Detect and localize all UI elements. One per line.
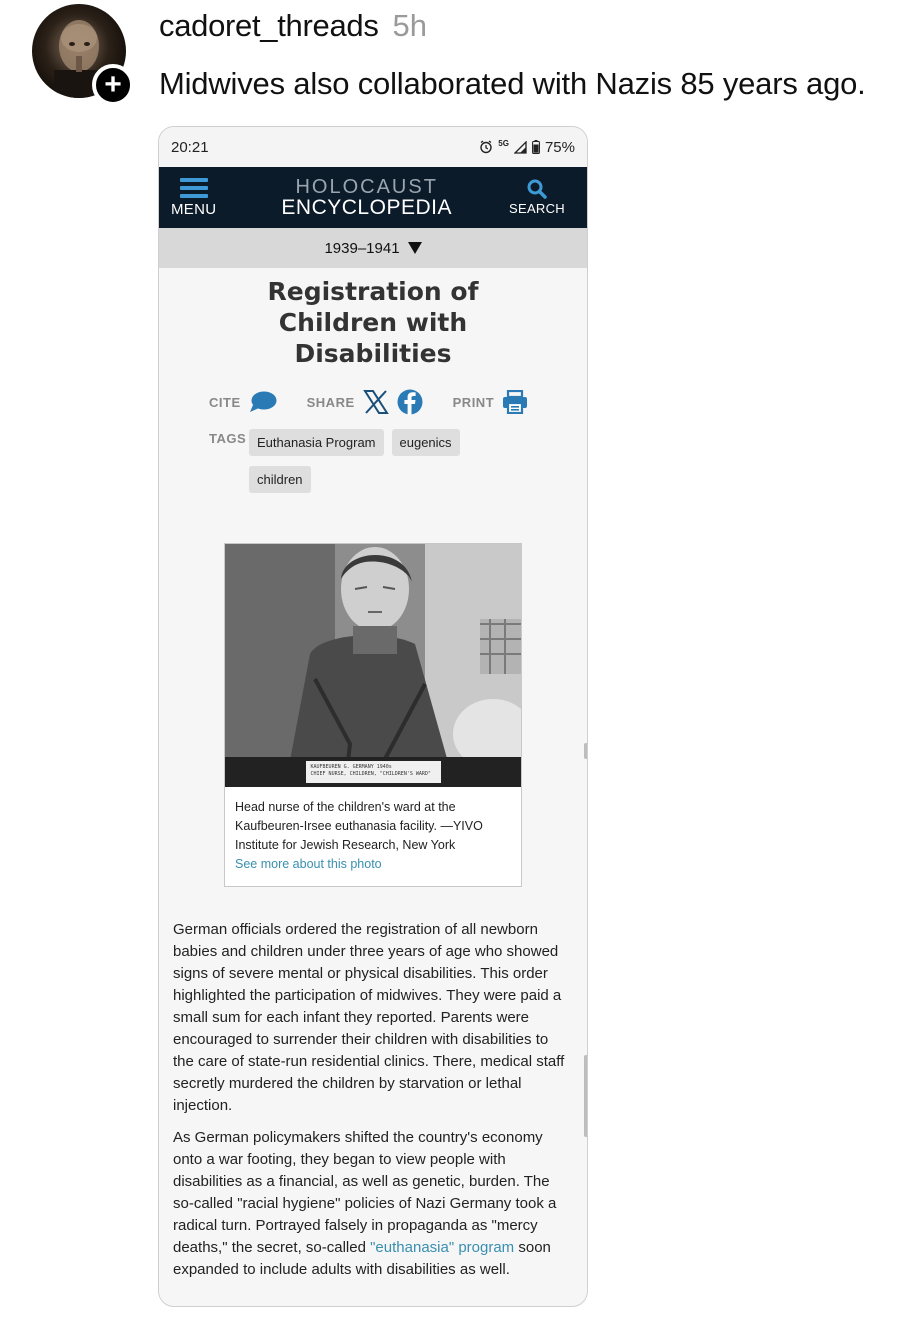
photo-label: KAUFBEUREN G. GERMANY 1940s CHIEF NURSE, CHILDREN, "CHILDREN'S WARD" bbox=[306, 761, 441, 783]
site-navbar bbox=[159, 167, 587, 228]
caption-text: Head nurse of the children's ward at the Kaufbeuren-Irsee euthanasia facility. —YIVO Institute for Jewish Research, New York bbox=[235, 800, 483, 852]
tags-section bbox=[209, 429, 587, 493]
x-logo-icon[interactable] bbox=[363, 390, 389, 414]
plus-icon: + bbox=[104, 68, 122, 101]
battery-level: 75% bbox=[544, 138, 575, 156]
logo-line-1: HOLOCAUST bbox=[295, 175, 438, 198]
site-logo[interactable] bbox=[281, 177, 452, 219]
scrollbar-thumb[interactable] bbox=[584, 1055, 588, 1137]
post-time: 5h bbox=[392, 8, 428, 43]
username[interactable]: cadoret_threads bbox=[159, 8, 379, 43]
euthanasia-program-link[interactable]: "euthanasia" program bbox=[370, 1239, 515, 1256]
network-type: 5G bbox=[498, 138, 509, 148]
print-label: PRINT bbox=[452, 394, 495, 410]
photo-label-strip bbox=[225, 757, 521, 787]
photo-illustration bbox=[225, 544, 521, 787]
tag-list bbox=[249, 429, 489, 493]
paragraph-2: As German policymakers shifted the country's economy onto a war footing, they began to view people with disabilities as a financial, as well as genetic, burden. The so-called "racial hygiene" policies of Nazi Germany took a radical turn. Portrayed falsely in propaganda as "mercy deaths," the secret, so-called "euthanasia" program soon expanded to include adults with disabilities as well. bbox=[173, 1129, 557, 1278]
logo-line-2: ENCYCLOPEDIA bbox=[281, 195, 452, 219]
status-time: 20:21 bbox=[171, 138, 209, 156]
signal-icon bbox=[514, 141, 527, 154]
tag-euthanasia-program[interactable]: Euthanasia Program bbox=[249, 429, 384, 456]
date-range: 1939–1941 bbox=[324, 239, 400, 257]
post-text: Midwives also collaborated with Nazis 85 years ago. bbox=[159, 66, 866, 101]
article-actions bbox=[209, 389, 587, 415]
menu-label: MENU bbox=[171, 201, 217, 218]
cite-label[interactable]: CITE bbox=[209, 394, 241, 410]
date-range-selector[interactable] bbox=[159, 228, 587, 268]
article-figure bbox=[224, 543, 522, 887]
search-icon bbox=[527, 179, 547, 199]
nurse-photo[interactable] bbox=[225, 544, 521, 787]
hamburger-icon bbox=[180, 177, 208, 199]
attached-screenshot[interactable] bbox=[158, 126, 588, 1307]
speech-bubble-icon[interactable] bbox=[249, 391, 277, 413]
follow-button[interactable] bbox=[92, 64, 134, 106]
printer-icon[interactable] bbox=[502, 390, 528, 414]
paragraph-1: German officials ordered the registration of all newborn babies and children under three years of age who showed signs of severe mental or physical disabilities. This order highlighted the participation of midwives. They were paid a small sum for each infant they reported. Parents were encouraged to surrender their children with disabilities to the care of state-run residential clinics. There, medical staff secretly murdered the children by starvation or lethal injection. bbox=[173, 921, 565, 1114]
post-header bbox=[159, 8, 427, 44]
see-more-photo-link[interactable]: See more about this photo bbox=[235, 857, 382, 871]
article-title: Registration of Children with Disabilities bbox=[267, 277, 479, 368]
tags-label: TAGS bbox=[209, 431, 247, 446]
battery-icon bbox=[532, 140, 540, 154]
article-body bbox=[159, 919, 587, 1281]
tag-children[interactable]: children bbox=[249, 466, 311, 493]
facebook-icon[interactable] bbox=[397, 389, 423, 415]
search-button[interactable] bbox=[509, 179, 565, 216]
scrollbar-marker bbox=[584, 743, 588, 759]
avatar-wrap[interactable] bbox=[32, 4, 132, 104]
alarm-icon bbox=[479, 140, 493, 154]
figure-caption bbox=[225, 787, 521, 886]
triangle-down-icon bbox=[408, 242, 422, 254]
tag-eugenics[interactable]: eugenics bbox=[392, 429, 460, 456]
status-icons bbox=[479, 139, 575, 156]
menu-button[interactable] bbox=[171, 177, 216, 218]
search-label: SEARCH bbox=[509, 201, 565, 216]
status-bar bbox=[159, 127, 587, 167]
share-label: SHARE bbox=[306, 394, 355, 410]
